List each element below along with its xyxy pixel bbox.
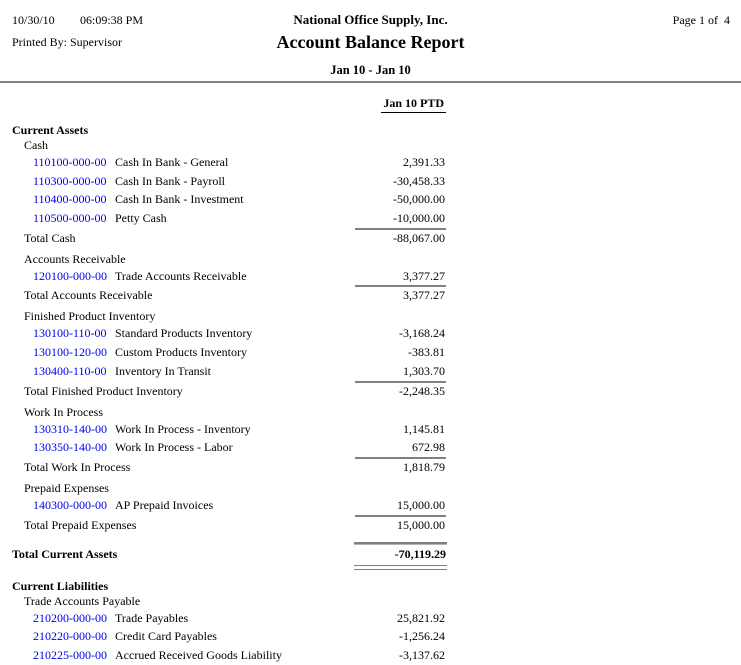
section-title: Current Assets <box>12 123 89 137</box>
account-description: Cash In Bank - Payroll <box>115 173 225 188</box>
account-description: Standard Products Inventory <box>115 326 253 341</box>
section-total-rule-top <box>354 542 447 545</box>
group-total-label: Total Prepaid Expenses <box>24 517 137 532</box>
account-number-link[interactable]: 140300-000-00 <box>33 497 107 512</box>
account-description: Accrued Received Goods Liability <box>115 647 282 662</box>
account-number-link[interactable]: 130310-140-00 <box>33 421 107 436</box>
group-total-label: Total Cash <box>24 230 76 245</box>
account-description: Petty Cash <box>115 211 167 226</box>
account-description: Inventory In Transit <box>115 363 211 378</box>
account-amount: 1,145.81 <box>403 421 445 436</box>
account-row <box>0 646 741 665</box>
group-title: Finished Product Inventory <box>24 309 156 324</box>
account-row <box>0 420 741 439</box>
account-row <box>0 172 741 191</box>
account-row <box>0 209 741 228</box>
group-total-amount: -2,248.35 <box>399 383 445 398</box>
account-row <box>0 362 741 381</box>
group-title: Trade Accounts Payable <box>24 593 141 608</box>
account-amount: -50,000.00 <box>393 192 445 207</box>
group-total-label: Total Finished Product Inventory <box>24 383 183 398</box>
account-amount: -3,168.24 <box>399 326 445 341</box>
section-total-row <box>0 542 741 572</box>
group-total-label: Total Work In Process <box>24 459 131 474</box>
group-total-label: Total Accounts Receivable <box>24 288 153 303</box>
account-amount: -383.81 <box>408 345 445 360</box>
account-row <box>0 438 741 457</box>
group-total-amount: -88,067.00 <box>393 230 445 245</box>
account-description: Cash In Bank - General <box>115 155 229 169</box>
account-number-link[interactable]: 130350-140-00 <box>33 440 107 455</box>
section-total-amount: -70,119.29 <box>394 546 446 561</box>
account-group <box>0 138 741 247</box>
report-section <box>0 578 741 665</box>
account-row <box>0 153 741 172</box>
account-row <box>0 496 741 515</box>
group-title: Cash <box>24 138 48 152</box>
account-amount: -30,458.33 <box>393 173 445 188</box>
group-total-row <box>0 228 741 247</box>
report-title: Account Balance Report <box>276 32 465 52</box>
group-title: Work In Process <box>24 404 104 419</box>
account-description: Credit Card Payables <box>115 629 217 644</box>
account-description: Trade Payables <box>115 610 189 625</box>
group-total-row <box>0 381 741 400</box>
account-row <box>0 190 741 209</box>
group-title: Accounts Receivable <box>24 251 126 266</box>
account-number-link[interactable]: 110300-000-00 <box>33 173 107 188</box>
report-period: Jan 10 - Jan 10 <box>330 63 411 77</box>
account-number-link[interactable]: 130400-110-00 <box>33 363 107 378</box>
account-number-link[interactable]: 210200-000-00 <box>33 610 107 625</box>
account-description: AP Prepaid Invoices <box>115 497 214 512</box>
group-total-amount: 1,818.79 <box>403 459 445 474</box>
account-row <box>0 267 741 286</box>
account-number-link[interactable]: 130100-120-00 <box>33 345 107 360</box>
section-title: Current Liabilities <box>12 578 109 593</box>
account-row <box>0 343 741 362</box>
account-row <box>0 627 741 646</box>
account-amount: 25,821.92 <box>397 610 445 625</box>
account-row <box>0 609 741 628</box>
account-group <box>0 594 741 665</box>
section-total-rule-bottom <box>354 565 447 570</box>
company-name: National Office Supply, Inc. <box>293 12 448 27</box>
print-time: 06:09:38 PM <box>80 13 144 27</box>
account-number-link[interactable]: 110100-000-00 <box>33 155 107 169</box>
group-title: Prepaid Expenses <box>24 480 109 495</box>
account-number-link[interactable]: 110500-000-00 <box>33 211 107 226</box>
account-amount: -1,256.24 <box>399 629 445 644</box>
account-number-link[interactable]: 120100-000-00 <box>33 268 107 283</box>
group-total-amount: 15,000.00 <box>397 517 445 532</box>
account-amount: -3,137.62 <box>399 647 445 662</box>
section-total-label: Total Current Assets <box>12 546 118 561</box>
account-amount: 15,000.00 <box>397 497 445 512</box>
account-amount: 1,303.70 <box>403 363 445 378</box>
page-indicator: Page 1 of 4 <box>672 13 730 27</box>
account-description: Custom Products Inventory <box>115 345 247 360</box>
account-group <box>0 309 741 399</box>
printed-by: Printed By: Supervisor <box>12 35 122 49</box>
account-description: Work In Process - Labor <box>115 440 233 455</box>
account-amount: 2,391.33 <box>403 155 445 169</box>
account-row <box>0 324 741 343</box>
account-number-link[interactable]: 210225-000-00 <box>33 647 107 662</box>
group-total-row <box>0 285 741 304</box>
account-description: Trade Accounts Receivable <box>115 268 247 283</box>
account-group <box>0 252 741 305</box>
header-divider <box>0 81 741 83</box>
account-amount: 3,377.27 <box>403 268 445 283</box>
group-total-amount: 3,377.27 <box>403 288 445 303</box>
account-amount: 672.98 <box>412 440 445 455</box>
print-date: 10/30/10 <box>12 13 55 27</box>
account-number-link[interactable]: 110400-000-00 <box>33 192 107 207</box>
account-amount: -10,000.00 <box>393 211 445 226</box>
group-total-row <box>0 457 741 476</box>
account-description: Cash In Bank - Investment <box>115 192 244 207</box>
column-header-ptd-label: Jan 10 PTD <box>381 96 446 113</box>
account-description: Work In Process - Inventory <box>115 421 251 436</box>
group-total-row <box>0 515 741 534</box>
account-number-link[interactable]: 210220-000-00 <box>33 629 107 644</box>
account-group <box>0 481 741 534</box>
account-group <box>0 405 741 476</box>
report-body <box>0 116 741 665</box>
column-header-ptd <box>0 96 446 113</box>
account-number-link[interactable]: 130100-110-00 <box>33 326 107 341</box>
report-section <box>0 122 741 572</box>
